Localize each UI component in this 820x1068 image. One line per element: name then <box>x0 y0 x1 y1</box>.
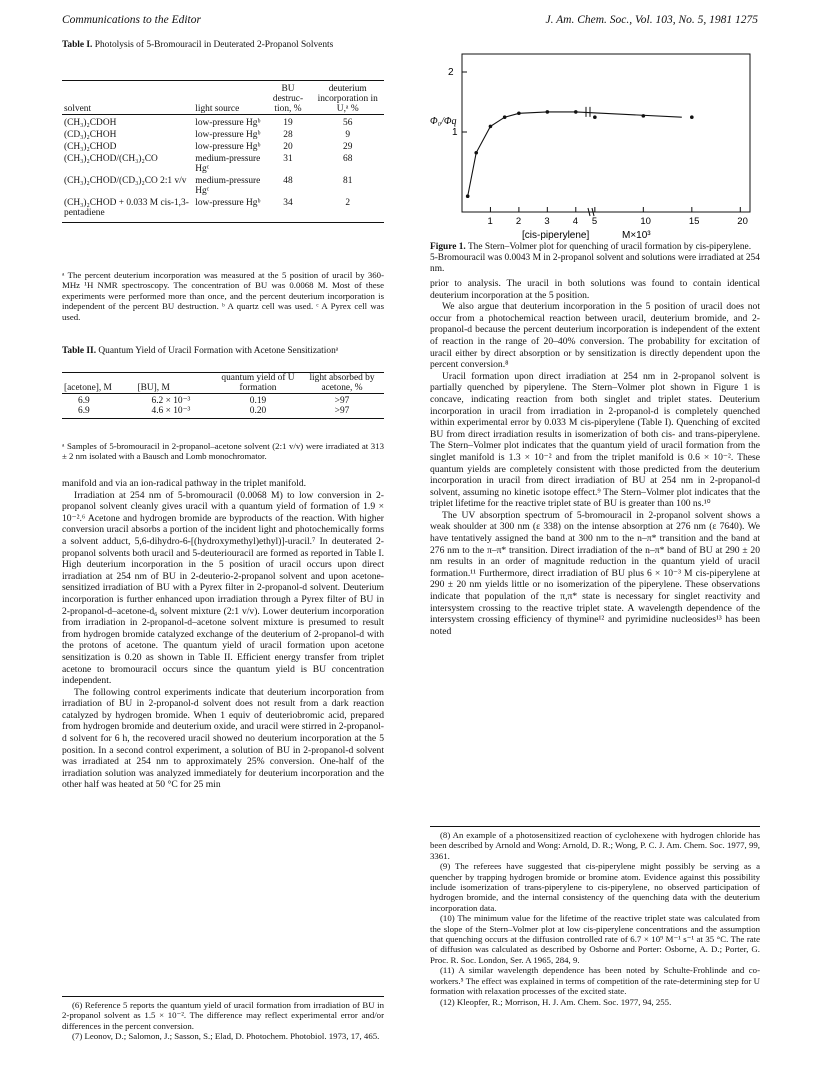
table2 <box>62 372 384 419</box>
data-point <box>503 115 507 119</box>
y-tick-label-1: 1 <box>452 127 458 138</box>
data-point <box>593 115 597 119</box>
table1-cell-bu: 48 <box>283 176 293 186</box>
data-point <box>546 110 550 114</box>
table2-footnote: ᵃ Samples of 5-bromouracil in 2-propanol–acetone solvent (2:1 v/v) were irradiated at 313 ± 2 nm isolated with a Bausch and Lomb monochromator. <box>62 441 384 462</box>
table1-row <box>62 154 384 176</box>
table1-cell-deut: 81 <box>343 176 353 186</box>
left-footnotes <box>62 1000 384 1042</box>
table2-cell-qy: 0.20 <box>249 406 267 416</box>
table1-header-light: light source <box>195 104 240 114</box>
figure-1-label: Figure 1. <box>430 242 466 252</box>
table2-header-bu: [BU], M <box>136 373 217 394</box>
table1-cell-light: low-pressure Hgᵇ <box>195 198 261 208</box>
table1-header-deut: deuterium incorporation in U,ᵃ % <box>317 84 378 114</box>
curve-segment-2 <box>576 112 682 117</box>
table1-cell-light: low-pressure Hgᵇ <box>195 142 261 152</box>
stern-volmer-plot <box>430 44 760 240</box>
running-header-right: J. Am. Chem. Soc., Vol. 103, No. 5, 1981 1275 <box>545 14 758 26</box>
table1-cell-bu: 28 <box>283 130 293 140</box>
footnote-7: (7) Leonov, D.; Salomon, J.; Sasson, S.; Elad, D. Photochem. Photobiol. 1973, 17, 465. <box>72 1031 380 1042</box>
table2-cell-qy: 0.19 <box>249 396 267 406</box>
right-paragraph-1: prior to analysis. The uracil in both solutions was found to contain identical deuterium incorporation at the 5 position. <box>430 278 760 301</box>
left-body <box>62 478 384 791</box>
table1-cell-bu: 31 <box>283 154 293 164</box>
table1-row <box>62 130 384 142</box>
table1-cell-light: medium-pressure Hgᶜ <box>195 154 261 174</box>
table2-cell-light: >97 <box>334 396 350 406</box>
y-tick-label-2: 2 <box>448 67 454 78</box>
data-point <box>466 194 470 198</box>
table1-header-bu: BU destruc- tion, % <box>272 84 304 114</box>
right-paragraph-4: The UV absorption spectrum of 5-bromouracil in 2-propanol solvent shows a weak shoulder at 300 nm (ε 338) on the intense absorption at 276 nm (ε 7640). We have tentatively assigned the band at 300 nm to the n–π* transition and the band at 276 nm to the π–π* transition. Direct irradiation of the n–π* band of BU at 290 ± 20 nm results in an order of magnitude reduction in the quantum yield of uracil formation.¹¹ Furthermore, direct irradiation of BU plus 6 × 10⁻³ M cis-piperylene at 290 ± 20 nm yields little or no isomerization of the piperylene. These observations indicate that population of the π,π* state is necessary for singlet reactivity and intersystem crossing to the reactive triplet state. A wavelength dependence of the intersystem crossing efficiency of thymine¹² and pyrimidine nucleosides¹³ has been noted <box>430 509 760 637</box>
right-paragraph-3: Uracil formation upon direct irradiation at 254 nm in 2-propanol solvent is partially quenched by piperylene. The Stern–Volmer plot shown in Figure 1 is concave, indicating reaction from both singlet and triplet states. Deuterium incorporation in uracil from irradiation in 2-propanol-d is completely quenched within experimental error by 0.033 M cis-piperylene (Table I). Quenching of excited BU from direct irradiation results in isomerization of both cis- and trans-piperylene. The Stern–Volmer plot indicates that the quantum yield of uracil formation from the singlet manifold is 1.3 × 10⁻² and from the triplet manifold is 0.6 × 10⁻². These quantum yields are completely consistent with those predicted from the deuterium incorporation in uracil from direct irradiation of BU at 254 nm in 2-propanol-d solvent, assuming no kinetic isotope effect.⁹ The Stern–Volmer plot indicates that the triplet lifetime for the reactive triplet state of BU is greater than 100 ns.¹⁰ <box>430 370 760 510</box>
figure-1-text: The Stern–Volmer plot for quenching of uracil formation by cis-piperylene. 5-Bromouracil was 0.0043 M in 2-propanol solvent and solutions were irradiated at 254 nm. <box>430 242 760 274</box>
table2-cell-acetone: 6.9 <box>78 396 90 406</box>
table2-row <box>62 406 384 416</box>
table1-cell-light: medium-pressure Hgᶜ <box>195 176 261 196</box>
data-point <box>690 115 694 119</box>
data-point <box>517 111 521 115</box>
plot-frame <box>462 54 750 212</box>
table2-cell-acetone: 6.9 <box>78 406 90 416</box>
table1-cell-deut: 56 <box>311 115 384 131</box>
table2-caption <box>62 346 384 357</box>
left-paragraph-1: manifold and via an ion-radical pathway in the triplet manifold. <box>62 478 307 489</box>
table2-row <box>62 394 384 407</box>
table1-cell-light: low-pressure Hgᵇ <box>193 115 264 131</box>
table1-cell-solvent: (CH₃)₂CHOD + 0.033 M cis-1,3-pentadiene <box>64 198 189 218</box>
table1-label: Table I. <box>62 40 93 50</box>
table1-cell-bu: 34 <box>283 198 293 208</box>
footnote-12: (12) Kleopfer, R.; Morrison, H. J. Am. Chem. Soc. 1977, 94, 255. <box>440 996 672 1007</box>
table1-cell-deut: 29 <box>343 142 353 152</box>
x-tick-label-left-0: 1 <box>487 216 493 227</box>
table2-title: Quantum Yield of Uracil Formation with Acetone Sensitizationᵃ <box>98 346 339 356</box>
left-paragraph-3: The following control experiments indicate that deuterium incorporation from irradiation of BU in 2-propanol-d solvent does not result from a dark reaction catalyzed by hydrogen bromide. When 1 equiv of deuteriobromic acid, prepared from hydrogen bromide and deuterium oxide, and uracil were stirred in 2-propanol-d solvent for 6 h, the recovered uracil showed no deuterium incorporation at the 5 position. In a second control experiment, a solution of BU in 2-propanol-d solvent was irradiated at 254 nm to approximately 25% conversion. One-half of the irradiation solution was analyzed immediately for deuterium incorporation and the other half was heated at 50 °C for 25 min <box>62 686 384 791</box>
right-paragraph-2: We also argue that deuterium incorporation in the 5 position of uracil does not occur from a photochemical reaction between uracil, deuterium bromide, and 2-propanol-d because the percent deuterium incorporation is independent of the extent of reaction in the range of 20–40% conversion. The probability for excitation of uracil either by direct absorption or by sensitization is directly dependent upon the percent conversion.⁸ <box>430 301 760 371</box>
footnote-10: (10) The minimum value for the lifetime of the reactive triplet state was calculated from the slope of the Stern–Volmer plot at low cis-piperylene concentrations and the assumption that quenching occurs at the diffusion controlled rate of 6.7 × 10⁹ M⁻¹ s⁻¹ at 35 °C. The rate of diffusion was calculated as described by Osborne and Porter: Osborne, A. D.; Porter, G. Proc. R. Soc. London, Ser. A 1965, 284, 9. <box>430 913 760 965</box>
right-footnotes <box>430 830 760 1007</box>
table1-cell-solvent: (CH₃)₂CHOD/(CH₃)₂CO <box>64 154 158 164</box>
footnote-11: (11) A similar wavelength dependence has been noted by Schulte-Frohlinde and co-workers.⁵ The effect was explained in terms of competition of the rate-determining step for U formation with relaxation processes of the excited state. <box>430 965 760 997</box>
data-point <box>574 110 578 114</box>
table1-header-solvent: solvent <box>64 104 92 114</box>
left-paragraph-2: Irradiation at 254 nm of 5-bromouracil (0.0068 M) to low conversion in 2-propanol solvent cleanly gives uracil with a quantum yield of formation of 1.9 × 10⁻².⁶ Acetone and hydrogen bromide are byproducts of the reaction. With higher conversion uracil absorbs a portion of the incident light and photochemically forms a solvent adduct, 5,6-dihydro-6-[(hydroxymethyl)ethyl)]-uracil.⁷ In deuterated 2-propanol solvents both uracil and 5-deuteriouracil are formed as reported in Table I. High deuterium incorporation in the 5 position of uracil occurs upon direct irradiation at 254 nm of BU in 2-deuterio-2-propanol solvent and upon acetone-sensitized irradiation of BU with a Pyrex filter in 2-propanol-d solvent. Deuterium incorporation is further enhanced upon irradiation through a Pyrex filter of BU in 2-propanol-d–acetone-d₆ solvent mixture (2:1 v/v). Lower deuterium incorporation from irradiation in 2-propanol-d–acetone solvent mixture is presumed to result from hydrogen bromide catalyzed exchange of the deuterium of 2-propanol-d with the protons of acetone. The quantum yield of uracil formation upon acetone sensitization is 0.20 as shown in Table II. Efficient energy transfer from triplet acetone to bromouracil occurs since the quantum yield is BU concentration independent. <box>62 489 384 687</box>
table2-label: Table II. <box>62 346 97 356</box>
table1-cell-deut: 68 <box>343 154 353 164</box>
table2-cell-light: >97 <box>334 406 350 416</box>
x-tick-label-left-2: 3 <box>544 216 550 227</box>
x-axis-label: [cis-piperylene] <box>522 230 590 240</box>
footnote-6: (6) Reference 5 reports the quantum yield of uracil formation from irradiation of BU in 2-propanol solvent as 1.5 × 10⁻². The difference may reflect experimental error and/or differences in the percent conversion. <box>62 1000 384 1031</box>
x-tick-label-right-3: 20 <box>737 216 748 227</box>
table1-cell-solvent: (CH₃)₂CHOD <box>64 142 117 152</box>
x-tick-label-left-1: 2 <box>515 216 522 227</box>
table1-cell-solvent: (CH₃)₂CHOD/(CD₃)₂CO 2:1 v/v <box>64 176 187 186</box>
table1-cell-light: low-pressure Hgᵇ <box>195 130 261 140</box>
right-body <box>430 278 760 637</box>
table1-cell-solvent: (CD₃)₂CHOH <box>64 130 117 140</box>
curve-segment-1 <box>468 112 576 196</box>
right-footnote-rule <box>430 826 760 827</box>
table1-cell-bu: 19 <box>265 115 312 131</box>
data-curve <box>466 107 694 198</box>
table1-cell-solvent: (CH₃)₂CDOH <box>62 115 193 131</box>
table1-row <box>62 198 384 220</box>
x-tick-label-right-0: 5 <box>591 216 598 227</box>
y-axis-label: Φ₀/Φq <box>430 116 457 127</box>
table1-cell-bu: 20 <box>283 142 293 152</box>
table2-cell-bu: 6.2 × 10⁻³ <box>151 396 191 406</box>
running-header-left: Communications to the Editor <box>62 14 201 26</box>
table1 <box>62 80 384 223</box>
x-axis-unit: M×10³ <box>622 230 651 240</box>
table2-header-qy: quantum yield of U formation <box>216 373 300 394</box>
table2-header-light: light absorbed by acetone, % <box>300 373 384 394</box>
figure-1-caption <box>430 242 760 275</box>
footnote-8: (8) An example of a photosensitized reaction of cyclohexene with hydrogen chloride has been described by Arnold and Wong: Arnold, D. R.; Wong, P. C. J. Am. Chem. Soc. 1977, 99, 3361. <box>430 830 760 861</box>
x-tick-label-left-3: 4 <box>572 216 579 227</box>
table2-header-acetone: [acetone], M <box>62 373 136 394</box>
table1-row <box>62 115 384 131</box>
table2-cell-bu: 4.6 × 10⁻³ <box>151 406 191 416</box>
data-point <box>642 114 646 118</box>
table1-row <box>62 142 384 154</box>
data-point <box>474 151 478 155</box>
x-ticks <box>487 207 747 227</box>
left-footnote-rule <box>62 996 384 997</box>
table1-footnote: ᵃ The percent deuterium incorporation was measured at the 5 position of uracil by 360-MHz ¹H NMR spectroscopy. The concentration of BU was 0.0068 M. Most of these experiments were performed more than once, and the percent deuterium incorporation is independent of the percent BU destruction. ᵇ A quartz cell was used. ᶜ A Pyrex cell was used. <box>62 270 384 322</box>
table1-cell-deut: 9 <box>345 130 351 140</box>
table1-title: Photolysis of 5-Bromouracil in Deuterated 2-Propanol Solvents <box>94 40 334 50</box>
x-tick-label-right-1: 10 <box>640 216 651 227</box>
data-point <box>489 125 493 129</box>
table1-caption <box>62 40 382 51</box>
footnote-9: (9) The referees have suggested that cis-piperylene might possibly be serving as a quencher by trapping hydrogen bromide or bromine atom. Evidence against this possibility include isomerization of trans-piperylene to cis-piperylene, no observed participation of hydrogen bromide, and the internal consistency of the quenching data with the deuterium incorporation data. <box>430 861 760 913</box>
table1-row <box>62 176 384 198</box>
figure-1 <box>430 44 760 240</box>
table1-cell-deut: 2 <box>345 198 351 208</box>
x-tick-label-right-2: 15 <box>688 216 700 227</box>
